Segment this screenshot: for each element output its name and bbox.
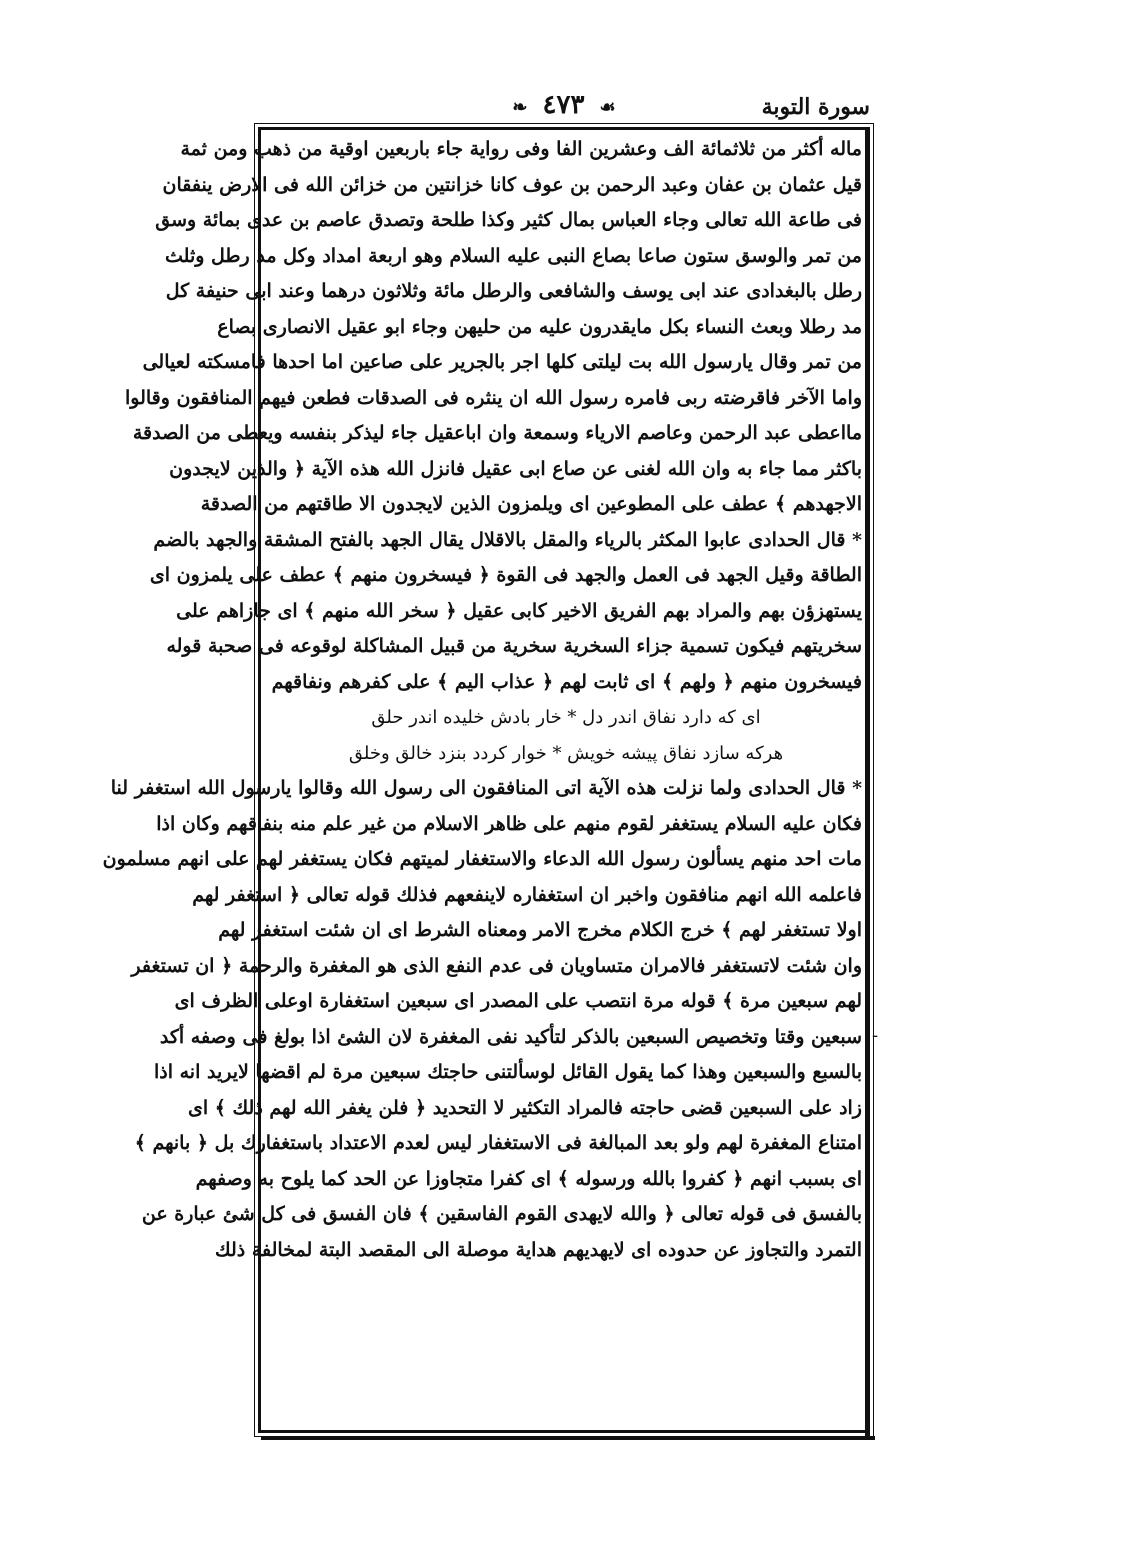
text-line: التمرد والتجاوز عن حدوده اى لايهديهم هداية موصلة الى المقصد البتة لمخالفة ذلك [214, 1238, 862, 1261]
text-line: وان شئت لاتستغفر فالامران متساويان فى عدم النفع الذى هو المغفرة والرحمة ﴿ ان تستغفر [131, 954, 862, 977]
text-line: يستهزؤن بهم والمراد بهم الفريق الاخير كابى عقيل ﴿ سخر الله منهم ﴾ اى جازاهم على [176, 599, 862, 622]
text-line: من تمر والوسق ستون صاعا بصاع النبى عليه السلام وهو اربعة امداد وكل مد رطل وثلث [165, 244, 862, 267]
frame-right-rule [865, 127, 870, 1437]
page-header [258, 88, 870, 122]
surah-title: سورة التوبة [761, 94, 870, 120]
text-line: واما الآخر فاقرضته ربى فامره رسول الله ان ينثره فى الصدقات فطعن فيهم المنافقون وقالوا [124, 386, 862, 409]
text-line: الاجهدهم ﴾ عطف على المطوعين اى ويلمزون الذين لايجدون الا طاقتهم من الصدقة [200, 493, 862, 515]
text-line: فى طاعة الله تعالى وجاء العباس بمال كثير وكذا طلحة وتصدق عاصم بن عدى بمائة وسق [155, 209, 862, 231]
text-line: * قال الحدادى ولما نزلت هذه الآية اتى المنافقون الى رسول الله وقالوا يارسول الله استغفر لنا [110, 777, 862, 799]
text-line: امتناع المغفرة لهم ولو بعد المبالغة فى الاستغفار ليس لعدم الاعتداد باستغفارك بل ﴿ بانهم ﴾ [134, 1132, 862, 1154]
persian-verse-line: هركه سازد نفاق پيشه خويش * خوار كردد بنزد خالق وخلق [348, 742, 784, 764]
text-line: فكان عليه السلام يستغفر لقوم منهم على ظاهر الاسلام من غير علم منه بنفاقهم وكان اذا [156, 812, 862, 835]
text-line: مات احد منهم يسألون رسول الله الدعاء والاستغفار لميتهم فكان يستغفر لهم على انهم مسلمون [102, 848, 862, 870]
ornament-right-icon: ☙ [599, 97, 616, 118]
text-line: بالفسق فى قوله تعالى ﴿ والله لايهدى القوم الفاسقين ﴾ فان الفسق فى كل شئ عبارة عن [141, 1203, 862, 1225]
text-line: مد رطلا وبعث النساء بكل مايقدرون عليه من حليهن وجاء ابو عقيل الانصارى بصاع [217, 315, 862, 338]
text-line: الطاقة وقيل الجهد فى العمل والجهد فى القوة ﴿ فيسخرون منهم ﴾ عطف على يلمزون اى [149, 564, 862, 586]
text-line: سبعين وقتا وتخصيص السبعين بالذكر لتأكيد نفى المغفرة لان الشئ اذا بولغ فى وصفه أكد [159, 1025, 862, 1048]
page-number: ٤٧٣ [542, 90, 585, 120]
page-number-block [506, 90, 621, 120]
text-line: * قال الحدادى عابوا المكثر بالرياء والمقل بالاقلال يقال الجهد بالفتح المشقة والجهد بالضم [153, 528, 862, 551]
text-line: قيل عثمان بن عفان وعبد الرحمن بن عوف كانا خزانتين من خزائن الله فى الارض ينفقان [162, 173, 862, 196]
text-line: فيسخرون منهم ﴿ ولهم ﴾ اى ثابت لهم ﴿ عذاب اليم ﴾ على كفرهم ونفاقهم [271, 670, 862, 693]
text-line: بالسبع والسبعين وهذا كما يقول القائل لوسألتنى حاجتك سبعين مرة لم اقضها لايريد انه اذا [153, 1061, 862, 1083]
text-line: لهم سبعين مرة ﴾ قوله مرة انتصب على المصدر اى سبعين استغفارة اوعلى الظرف اى [174, 990, 862, 1012]
commentary-text [102, 132, 862, 1268]
text-line: اولا تستغفر لهم ﴾ خرج الكلام مخرج الامر ومعناه الشرط اى ان شئت استغفر لهم [218, 919, 862, 941]
persian-verse-line: اى كه دارد نفاق اندر دل * خار بادش خليده اندر حلق [371, 707, 761, 728]
margin-note: - [872, 1025, 879, 1046]
ornament-left-icon: ❧ [512, 97, 528, 118]
text-line: من تمر وقال يارسول الله بت ليلتى كلها اجر بالجرير على صاعين اما احدها فامسكته لعيالى [142, 351, 862, 373]
text-line: باكثر مما جاء به وان الله لغنى عن صاع ابى عقيل فانزل الله هذه الآية ﴿ والذين لايجدون [169, 457, 862, 480]
text-line: رطل بالبغدادى عند ابى يوسف والشافعى والرطل مائة وثلاثون درهما وعند ابى حنيفة كل [165, 280, 862, 302]
text-line: فاعلمه الله انهم منافقون واخبر ان استغفاره لاينفعهم فذلك قوله تعالى ﴿ استغفر لهم [192, 883, 862, 906]
text-line: مااعطى عبد الرحمن وعاصم الارياء وسمعة وان اباعقيل جاء ليذكر بنفسه ويعطى من الصدقة [132, 422, 862, 444]
text-line: ماله أكثر من ثلاثمائة الف وعشرين الفا وفى رواية جاء باربعين اوقية من ذهب ومن ثمة [180, 138, 862, 160]
text-line: اى بسبب انهم ﴿ كفروا بالله ورسوله ﴾ اى كفرا متجاوزا عن الحد كما يلوح به وصفهم [195, 1167, 862, 1190]
text-line: سخريتهم فيكون تسمية جزاء السخرية سخرية من قبيل المشاكلة لوقوعه فى صحبة قوله [166, 635, 862, 657]
text-line: زاد على السبعين قضى حاجته فالمراد التكثير لا التحديد ﴿ فلن يغفر الله لهم ذلك ﴾ اى [188, 1096, 862, 1119]
